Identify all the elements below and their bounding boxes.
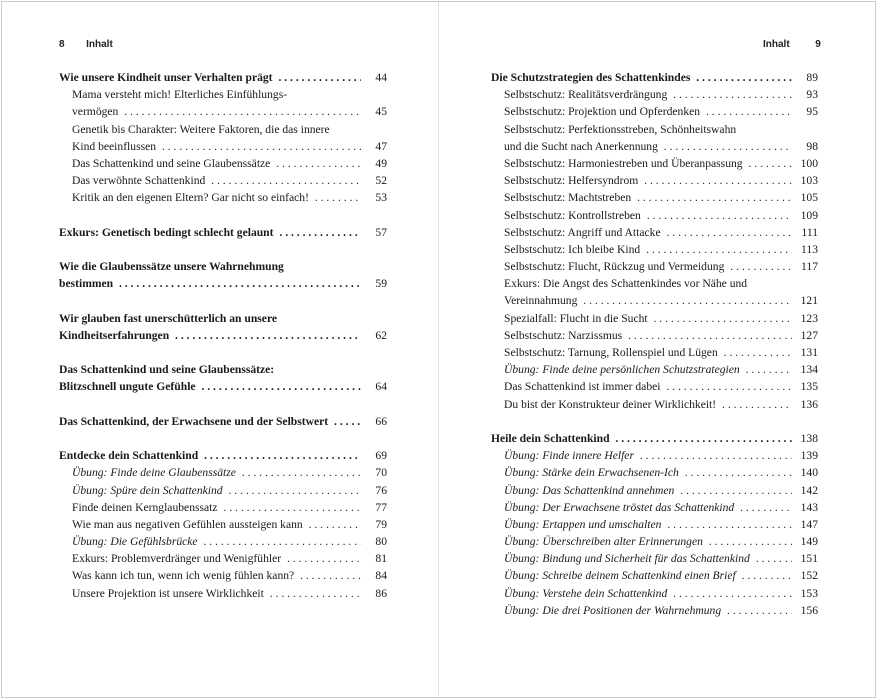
toc-entry-title: Übung: Überschreiben alter Erinnerungen	[504, 535, 706, 548]
toc-page-number: 93	[802, 86, 818, 103]
toc-dot-leader	[504, 396, 792, 413]
toc-entry-title: Kindheitserfahrungen	[59, 329, 172, 342]
toc-page-number: 136	[797, 396, 818, 413]
toc-page-number: 84	[371, 567, 387, 584]
toc-page-number: 80	[371, 533, 387, 550]
toc-page-number: 49	[371, 155, 387, 172]
toc-entry-title: Übung: Bindung und Sicherheit für das Schattenkind	[504, 552, 753, 565]
toc-dot-leader	[72, 482, 361, 499]
toc-dot-leader	[504, 292, 792, 309]
toc-entry-title: bestimmen	[59, 277, 116, 290]
toc-dot-leader	[504, 241, 792, 258]
toc-dot-leader	[59, 447, 361, 464]
toc-page-number: 147	[797, 516, 818, 533]
toc-dot-leader	[59, 224, 361, 241]
toc-section-entry[interactable]	[491, 585, 818, 602]
toc-section-entry[interactable]	[491, 258, 818, 275]
toc-page-number: 77	[371, 499, 387, 516]
toc-entry-title: Übung: Stärke dein Erwachsenen-Ich	[504, 466, 682, 479]
toc-entry-title: Übung: Schreibe deinem Schattenkind einen Brief	[504, 569, 739, 582]
toc-entry-title: Kind beeinflussen	[72, 140, 159, 153]
toc-dot-leader	[504, 447, 792, 464]
toc-entry-title: Selbstschutz: Tarnung, Rollenspiel und Lügen	[504, 346, 721, 359]
toc-entry-title: Selbstschutz: Helfersyndrom	[504, 174, 641, 187]
toc-page-number: 81	[371, 550, 387, 567]
toc-page-number: 143	[797, 499, 818, 516]
toc-entry-title: Übung: Finde deine Glaubenssätze	[72, 466, 239, 479]
toc-entry-title: Vereinnahmung	[504, 294, 580, 307]
toc-section-entry[interactable]	[59, 499, 387, 516]
toc-chapter-entry[interactable]	[59, 275, 387, 292]
toc-page-number: 69	[371, 447, 387, 464]
toc-chapter-entry[interactable]	[491, 430, 818, 447]
toc-page-number: 44	[371, 69, 387, 86]
toc-dot-leader	[504, 189, 792, 206]
toc-page-number: 105	[797, 189, 818, 206]
left-toc-column	[59, 69, 387, 602]
toc-entry-title: Übung: Die drei Positionen der Wahrnehmung	[504, 604, 724, 617]
toc-page-number: 47	[371, 138, 387, 155]
toc-section-entry[interactable]	[491, 602, 818, 619]
toc-entry-title: Exkurs: Problemverdränger und Wenigfühler	[72, 552, 284, 565]
right-page-header	[763, 39, 821, 50]
toc-section-entry[interactable]	[491, 447, 818, 464]
toc-entry-title: Finde deinen Kernglaubenssatz	[72, 501, 221, 514]
toc-page-number: 121	[797, 292, 818, 309]
toc-dot-leader	[504, 378, 792, 395]
toc-page-number: 57	[371, 224, 387, 241]
toc-dot-leader	[72, 189, 361, 206]
toc-entry-title: Selbstschutz: Projektion und Opferdenken	[504, 105, 703, 118]
toc-section-entry[interactable]	[59, 482, 387, 499]
toc-dot-leader	[504, 499, 792, 516]
toc-dot-leader	[504, 464, 792, 481]
toc-section-entry[interactable]	[59, 464, 387, 481]
toc-spacer	[59, 241, 387, 258]
toc-dot-leader	[72, 533, 361, 550]
toc-page-number: 135	[797, 378, 818, 395]
toc-dot-leader	[72, 138, 361, 155]
toc-dot-leader	[59, 69, 361, 86]
toc-entry-title: Wie die Glaubenssätze unsere Wahrnehmung	[59, 260, 287, 273]
toc-page-number: 127	[797, 327, 818, 344]
left-running-title: Inhalt	[86, 39, 113, 50]
toc-page-number: 142	[797, 482, 818, 499]
toc-dot-leader	[491, 430, 792, 447]
toc-section-entry[interactable]	[491, 121, 818, 138]
toc-section-entry[interactable]	[491, 155, 818, 172]
toc-entry-title: und die Sucht nach Anerkennung	[504, 140, 661, 153]
toc-dot-leader	[504, 138, 792, 155]
right-page-number: 9	[815, 39, 821, 50]
toc-dot-leader	[504, 482, 792, 499]
toc-entry-title: Entdecke dein Schattenkind	[59, 449, 201, 462]
toc-page-number: 62	[371, 327, 387, 344]
toc-entry-title: Übung: Die Gefühlsbrücke	[72, 535, 201, 548]
toc-spacer	[59, 292, 387, 309]
toc-page-number: 123	[797, 310, 818, 327]
toc-entry-title: Wie man aus negativen Gefühlen aussteigen kann	[72, 518, 306, 531]
toc-section-entry[interactable]	[491, 172, 818, 189]
toc-dot-leader	[504, 172, 792, 189]
toc-dot-leader	[504, 585, 792, 602]
toc-page-number: 156	[797, 602, 818, 619]
toc-entry-title: Das verwöhnte Schattenkind	[72, 174, 208, 187]
toc-section-entry[interactable]	[491, 550, 818, 567]
toc-dot-leader	[504, 155, 792, 172]
toc-entry-title: Übung: Der Erwachsene tröstet das Schattenkind	[504, 501, 737, 514]
toc-section-entry[interactable]	[59, 103, 387, 120]
toc-entry-title: Übung: Finde deine persönlichen Schutzstrategien	[504, 363, 743, 376]
toc-page-number: 64	[371, 378, 387, 395]
toc-section-entry[interactable]	[491, 464, 818, 481]
toc-section-entry[interactable]	[59, 567, 387, 584]
toc-entry-title: Selbstschutz: Realitätsverdrängung	[504, 88, 670, 101]
toc-dot-leader	[72, 567, 361, 584]
toc-section-entry[interactable]	[491, 138, 818, 155]
toc-page-number: 45	[371, 103, 387, 120]
toc-page-number: 98	[802, 138, 818, 155]
toc-chapter-entry[interactable]	[59, 327, 387, 344]
toc-section-entry[interactable]	[59, 550, 387, 567]
toc-dot-leader	[72, 464, 361, 481]
toc-entry-title: Wir glauben fast unerschütterlich an unsere	[59, 312, 280, 325]
toc-dot-leader	[504, 533, 792, 550]
toc-page-number: 149	[797, 533, 818, 550]
toc-page-number: 117	[797, 258, 818, 275]
toc-entry-title: Selbstschutz: Flucht, Rückzug und Vermeidung	[504, 260, 727, 273]
toc-entry-title: Was kann ich tun, wenn ich wenig fühlen kann?	[72, 569, 297, 582]
toc-entry-title: Selbstschutz: Harmoniestreben und Überanpassung	[504, 157, 746, 170]
toc-section-entry[interactable]	[491, 344, 818, 361]
toc-chapter-entry[interactable]	[491, 69, 818, 86]
toc-section-entry[interactable]	[491, 378, 818, 395]
toc-chapter-entry[interactable]	[59, 378, 387, 395]
toc-entry-title: Übung: Ertappen und umschalten	[504, 518, 664, 531]
toc-page-number: 151	[797, 550, 818, 567]
toc-entry-title: Das Schattenkind ist immer dabei	[504, 380, 663, 393]
toc-chapter-entry[interactable]	[59, 310, 387, 327]
toc-section-entry[interactable]	[491, 103, 818, 120]
toc-section-entry[interactable]	[491, 327, 818, 344]
toc-dot-leader	[504, 567, 792, 584]
toc-page-number: 52	[371, 172, 387, 189]
toc-dot-leader	[72, 172, 361, 189]
toc-dot-leader	[59, 413, 361, 430]
toc-dot-leader	[72, 585, 361, 602]
toc-entry-title: Selbstschutz: Ich bleibe Kind	[504, 243, 643, 256]
toc-section-entry[interactable]	[491, 499, 818, 516]
left-page-number: 8	[59, 39, 65, 50]
toc-page-number: 103	[797, 172, 818, 189]
toc-entry-title: Unsere Projektion ist unsere Wirklichkeit	[72, 587, 267, 600]
toc-section-entry[interactable]	[491, 516, 818, 533]
toc-entry-title: Selbstschutz: Perfektionsstreben, Schönheitswahn	[504, 123, 739, 136]
toc-entry-title: Spezialfall: Flucht in die Sucht	[504, 312, 651, 325]
toc-page-number: 100	[797, 155, 818, 172]
toc-section-entry[interactable]	[491, 241, 818, 258]
toc-page-number: 95	[802, 103, 818, 120]
toc-entry-title: Exkurs: Die Angst des Schattenkindes vor Nähe und	[504, 277, 750, 290]
toc-entry-title: Übung: Finde innere Helfer	[504, 449, 637, 462]
toc-page-number: 140	[797, 464, 818, 481]
toc-page-number: 76	[371, 482, 387, 499]
toc-page-number: 53	[371, 189, 387, 206]
toc-page-number: 134	[797, 361, 818, 378]
toc-entry-title: Das Schattenkind, der Erwachsene und der Selbstwert	[59, 415, 331, 428]
toc-section-entry[interactable]	[491, 567, 818, 584]
toc-section-entry[interactable]	[491, 482, 818, 499]
toc-chapter-entry[interactable]	[59, 69, 387, 86]
toc-page-number: 113	[797, 241, 818, 258]
toc-dot-leader	[504, 516, 792, 533]
toc-page-number: 139	[797, 447, 818, 464]
toc-section-entry[interactable]	[59, 155, 387, 172]
toc-dot-leader	[59, 378, 361, 395]
toc-entry-title: Das Schattenkind und seine Glaubenssätze:	[59, 363, 277, 376]
toc-section-entry[interactable]	[59, 138, 387, 155]
toc-chapter-entry[interactable]	[59, 224, 387, 241]
toc-chapter-entry[interactable]	[59, 258, 387, 275]
toc-chapter-entry[interactable]	[59, 413, 387, 430]
right-running-title: Inhalt	[763, 39, 790, 50]
toc-section-entry[interactable]	[491, 533, 818, 550]
toc-entry-title: Übung: Das Schattenkind annehmen	[504, 484, 677, 497]
toc-dot-leader	[504, 602, 792, 619]
toc-dot-leader	[504, 224, 792, 241]
toc-entry-title: vermögen	[72, 105, 121, 118]
toc-spacer	[59, 344, 387, 361]
toc-page-number: 59	[371, 275, 387, 292]
toc-entry-title: Übung: Verstehe dein Schattenkind	[504, 587, 670, 600]
toc-section-entry[interactable]	[59, 172, 387, 189]
toc-entry-title: Selbstschutz: Angriff und Attacke	[504, 226, 664, 239]
right-toc-column	[491, 69, 818, 619]
toc-entry-title: Kritik an den eigenen Eltern? Gar nicht so einfach!	[72, 191, 312, 204]
toc-page-number: 109	[797, 207, 818, 224]
toc-dot-leader	[504, 310, 792, 327]
toc-entry-title: Heile dein Schattenkind	[491, 432, 613, 445]
toc-dot-leader	[72, 516, 361, 533]
toc-dot-leader	[504, 361, 792, 378]
toc-section-entry[interactable]	[59, 121, 387, 138]
toc-section-entry[interactable]	[491, 396, 818, 413]
toc-section-entry[interactable]	[491, 189, 818, 206]
toc-entry-title: Genetik bis Charakter: Weitere Faktoren, die das innere	[72, 123, 333, 136]
toc-page-number: 79	[371, 516, 387, 533]
toc-page-number: 66	[371, 413, 387, 430]
toc-entry-title: Blitzschnell ungute Gefühle	[59, 380, 199, 393]
toc-entry-title: Das Schattenkind und seine Glaubenssätze	[72, 157, 273, 170]
toc-section-entry[interactable]	[59, 533, 387, 550]
toc-spacer	[59, 396, 387, 413]
toc-section-entry[interactable]	[491, 292, 818, 309]
toc-section-entry[interactable]	[59, 189, 387, 206]
toc-dot-leader	[491, 69, 792, 86]
toc-spacer	[59, 207, 387, 224]
toc-dot-leader	[72, 103, 361, 120]
toc-dot-leader	[504, 207, 792, 224]
toc-dot-leader	[504, 344, 792, 361]
toc-section-entry[interactable]	[59, 86, 387, 103]
toc-section-entry[interactable]	[491, 275, 818, 292]
toc-dot-leader	[504, 327, 792, 344]
toc-entry-title: Übung: Spüre dein Schattenkind	[72, 484, 226, 497]
toc-page-number: 153	[797, 585, 818, 602]
toc-entry-title: Die Schutzstrategien des Schattenkindes	[491, 71, 693, 84]
toc-dot-leader	[504, 258, 792, 275]
toc-entry-title: Mama versteht mich! Elterliches Einfühlungs-	[72, 88, 290, 101]
toc-entry-title: Du bist der Konstrukteur deiner Wirklichkeit!	[504, 398, 719, 411]
toc-section-entry[interactable]	[59, 516, 387, 533]
toc-page-number: 89	[802, 69, 818, 86]
toc-chapter-entry[interactable]	[59, 361, 387, 378]
toc-section-entry[interactable]	[491, 361, 818, 378]
toc-entry-title: Selbstschutz: Machtstreben	[504, 191, 634, 204]
toc-section-entry[interactable]	[59, 585, 387, 602]
toc-dot-leader	[72, 155, 361, 172]
toc-page-number: 111	[797, 224, 818, 241]
toc-spacer	[491, 413, 818, 430]
toc-dot-leader	[72, 550, 361, 567]
toc-page-number: 70	[371, 464, 387, 481]
toc-dot-leader	[504, 86, 792, 103]
toc-page-number: 131	[797, 344, 818, 361]
toc-chapter-entry[interactable]	[59, 447, 387, 464]
toc-dot-leader	[72, 499, 361, 516]
toc-page-number: 86	[371, 585, 387, 602]
toc-dot-leader	[59, 275, 361, 292]
toc-section-entry[interactable]	[491, 310, 818, 327]
toc-entry-title: Selbstschutz: Kontrollstreben	[504, 209, 644, 222]
page-gutter	[438, 2, 439, 697]
left-page-header	[59, 39, 113, 50]
toc-section-entry[interactable]	[491, 86, 818, 103]
toc-section-entry[interactable]	[491, 207, 818, 224]
toc-section-entry[interactable]	[491, 224, 818, 241]
toc-spacer	[59, 430, 387, 447]
toc-entry-title: Wie unsere Kindheit unser Verhalten prägt	[59, 71, 276, 84]
toc-dot-leader	[504, 550, 792, 567]
toc-dot-leader	[504, 103, 792, 120]
toc-page-number: 138	[797, 430, 818, 447]
toc-dot-leader	[59, 327, 361, 344]
toc-page-number: 152	[797, 567, 818, 584]
toc-entry-title: Selbstschutz: Narzissmus	[504, 329, 625, 342]
toc-entry-title: Exkurs: Genetisch bedingt schlecht gelaunt	[59, 226, 277, 239]
